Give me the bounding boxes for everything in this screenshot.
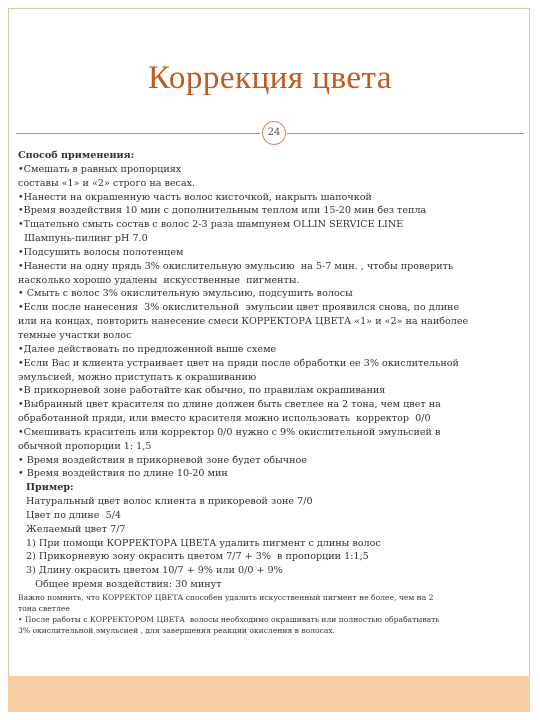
text-line: Цвет по длине 5/4 [26,509,122,521]
text-line: темные участки волос [18,329,132,341]
text-line: •Подсушить волосы полотенцем [18,246,184,258]
text-line: Шампунь-пилинг pH 7.0 [18,233,148,245]
text-line: •Смешивать краситель или корректор 0/0 нужно с 9% окислительной эмульсией в [18,426,441,438]
text-line: •В прикорневой зоне работайте как обычно, по правилам окрашивания [18,385,386,397]
page-title: Коррекция цвета [148,60,392,96]
text-line: или на концах, повторить нанесение смеси КОРРЕКТОРА ЦВЕТА «1» и «2» на наиболее [18,316,469,328]
text-line: обычной пропорции 1: 1,5 [18,440,152,452]
text-line: • Время воздействия по длине 10-20 мин [18,468,228,480]
text-line: Способ применения: [18,150,135,161]
footer-bar [8,676,530,712]
text-line: •Далее действовать по предложенной выше схеме [18,343,277,355]
text-line: • Время воздействия в прикорневой зоне будет обычное [18,454,307,466]
text-line: 1) При помощи КОРРЕКТОРА ЦВЕТА удалить пигмент с длины волос [26,537,381,549]
text-line: • После работы с КОРРЕКТОРОМ ЦВЕТА волосы необходимо окрашивать или полностью обрабатывать [18,615,440,624]
text-line: насколько хорошо удалены искусственные пигменты. [18,274,300,286]
text-line: •Если после нанесения 3% окислительной эмульсии цвет проявился снова, по длине [18,302,460,314]
text-line: •Время воздействия 10 мин с дополнительным теплом или 15-20 мин без тепла [18,205,427,217]
text-line: •Нанести на одну прядь 3% окислительную эмульсию на 5-7 мин. , чтобы проверить [18,260,454,272]
text-line: эмульсией, можно приступать к окрашиванию [18,371,257,383]
text-line: 3) Длину окрасить цветом 10/7 + 9% или 0/0 + 9% [26,565,283,577]
text-line: Общее время воздействия: 30 минут [26,579,222,591]
text-line: •Выбранный цвет красителя по длине должен быть светлее на 2 тона, чем цвет на [18,399,441,411]
page-number-badge: 24 [262,121,286,145]
text-line: Желаемый цвет 7/7 [26,523,126,535]
text-line: •Смешать в равных пропорциях [18,163,182,175]
text-line: 2) Прикорневую зону окрасить цветом 7/7 + 3% в пропорции 1:1,5 [26,551,369,563]
text-line: Натуральный цвет волос клиента в прикоревой зоне 7/0 [26,496,313,508]
text-line: составы «1» и «2» строго на весах. [18,177,196,189]
text-line: 3% окислительной эмульсией , для завершения реакции окисления в волосах. [18,626,336,635]
text-line: •Нанести на окрашенную часть волос кисточкой, накрыть шапочкой [18,191,372,203]
text-line: Пример: [26,482,74,494]
text-line: •Если Вас и клиента устраивает цвет на пряди после обработки ее 3% окислительной [18,357,459,369]
text-line: Важно помнить, что КОРРЕКТОР ЦВЕТА способен удалить искусственный пигмент не более, чем на 2 [18,593,434,602]
title-divider-left [16,133,260,134]
text-line: обработанной пряди, или вместо красителя можно использовать корректор 0/0 [18,413,431,425]
title-divider-right [287,133,524,134]
text-line: •Тщательно смыть состав с волос 2-3 раза шампунем OLLIN SERVICE LINE [18,219,404,231]
text-line: • Смыть с волос 3% окислительную эмульсию, подсушить волосы [18,288,353,300]
text-line: тона светлее [18,604,70,613]
instruction-body [18,149,522,636]
